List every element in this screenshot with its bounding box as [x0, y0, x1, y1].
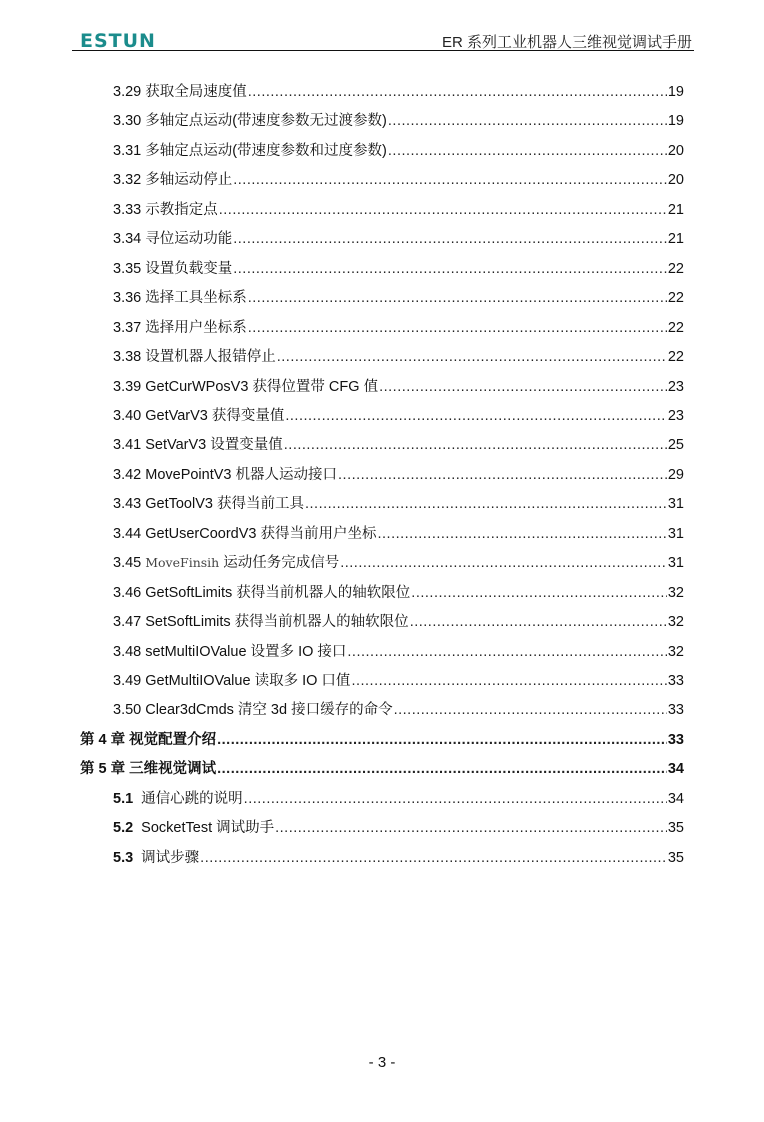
toc-entry[interactable]	[113, 139, 684, 159]
toc-entry[interactable]	[113, 316, 684, 336]
toc-entry[interactable]	[80, 757, 684, 777]
toc-entry-number: 3.43	[113, 496, 142, 513]
dot-leader	[248, 290, 667, 306]
toc-entry-number: 3.30	[113, 113, 142, 130]
toc-entry[interactable]	[113, 227, 684, 247]
dot-leader	[275, 820, 667, 836]
toc-entry-title: 运动任务完成信号	[223, 555, 340, 572]
toc-entry-page: 35	[667, 820, 684, 837]
dot-leader	[388, 113, 667, 129]
dot-leader	[244, 791, 667, 807]
toc-entry-page: 25	[667, 437, 684, 454]
toc-entry-title: 获取全局速度值	[145, 84, 247, 100]
toc-entry[interactable]	[113, 80, 684, 100]
toc-entry[interactable]	[113, 375, 684, 395]
dot-leader	[233, 231, 667, 247]
toc-entry-number: 3.35	[113, 260, 142, 277]
toc-entry-page: 22	[667, 349, 684, 366]
toc-entry-title: 设置机器人报错停止	[145, 349, 276, 366]
toc-entry[interactable]	[113, 816, 684, 836]
toc-entry-title: GetUserCoordV3 获得当前用户坐标	[145, 525, 377, 542]
header-divider	[72, 50, 694, 51]
toc-entry[interactable]	[113, 522, 684, 542]
toc-entry-page: 23	[667, 378, 684, 395]
toc-entry-page: 22	[667, 260, 684, 277]
toc-entry[interactable]	[113, 404, 684, 424]
toc-entry[interactable]	[113, 846, 684, 866]
toc-entry-number: 第 5 章	[80, 761, 126, 778]
toc-entry-page: 29	[667, 466, 684, 483]
toc-entry-number: 3.29	[113, 84, 142, 100]
toc-entry-number: 5.3	[113, 849, 134, 866]
toc-entry[interactable]	[113, 698, 684, 718]
dot-leader	[340, 555, 667, 571]
toc-entry-page: 23	[667, 407, 684, 424]
toc-entry-page: 21	[667, 231, 684, 248]
toc-entry-code: MoveFinsih	[145, 555, 220, 571]
toc-entry-page: 33	[667, 702, 684, 719]
toc-entry-title: SetSoftLimits 获得当前机器人的轴软限位	[145, 614, 409, 631]
toc-entry-page: 31	[667, 555, 684, 572]
toc-entry[interactable]	[113, 433, 684, 453]
dot-leader	[217, 761, 667, 777]
toc-entry-number: 5.1	[113, 790, 134, 807]
estun-logo: ESTUN	[80, 30, 156, 52]
toc-entry-page: 22	[667, 290, 684, 307]
toc-entry-page: 19	[667, 113, 684, 130]
toc-entry[interactable]	[80, 728, 684, 748]
toc-entry-title: 选择工具坐标系	[145, 290, 247, 307]
toc-entry[interactable]	[113, 463, 684, 483]
toc-entry-title: 多轴定点运动(带速度参数和过度参数)	[145, 142, 387, 159]
toc-entry-title: 通信心跳的说明	[141, 790, 243, 807]
toc-entry-number: 3.42	[113, 466, 142, 483]
toc-entry[interactable]	[113, 581, 684, 601]
dot-leader	[305, 496, 667, 512]
toc-entry-number: 3.48	[113, 643, 142, 660]
toc-entry-title: 视觉配置介绍	[129, 731, 217, 748]
toc-entry-page: 34	[667, 761, 684, 778]
toc-entry-title: setMultiIOValue 设置多 IO 接口	[145, 643, 347, 660]
toc-entry-title: 三维视觉调试	[129, 761, 217, 778]
toc-entry-title: 示教指定点	[145, 201, 218, 218]
toc-entry-page: 32	[667, 614, 684, 631]
toc-entry-page: 33	[667, 673, 684, 689]
toc-entry-number: 3.38	[113, 349, 142, 366]
toc-entry[interactable]	[113, 640, 684, 660]
dot-leader	[338, 467, 667, 483]
toc-entry-title: 选择用户坐标系	[145, 319, 247, 336]
toc-entry[interactable]	[113, 198, 684, 218]
dot-leader	[217, 732, 667, 748]
page-number: - 3 -	[368, 1054, 396, 1071]
toc-entry[interactable]	[113, 787, 684, 807]
dot-leader	[248, 320, 667, 336]
toc-entry-page: 20	[667, 172, 684, 189]
toc-entry-title: MovePointV3 机器人运动接口	[145, 466, 338, 483]
toc-entry[interactable]	[113, 669, 684, 689]
toc-entry-number: 3.46	[113, 584, 142, 601]
dot-leader	[394, 702, 667, 718]
toc-entry-title: GetToolV3 获得当前工具	[145, 496, 304, 513]
toc-entry-page: 31	[667, 525, 684, 542]
toc-entry[interactable]	[113, 345, 684, 365]
toc-entry-number: 3.36	[113, 290, 142, 307]
toc-entry-page: 20	[667, 142, 684, 159]
toc-entry-number: 3.40	[113, 407, 142, 424]
toc-entry-number: 3.41	[113, 437, 142, 454]
toc-entry-page: 21	[667, 201, 684, 218]
toc-entry-number: 3.33	[113, 201, 142, 218]
toc-entry-number: 3.44	[113, 525, 142, 542]
dot-leader	[410, 614, 667, 630]
dot-leader	[411, 585, 667, 601]
dot-leader	[388, 143, 667, 159]
toc-entry-title: 调试步骤	[141, 849, 200, 866]
toc-entry[interactable]	[113, 286, 684, 306]
toc-entry-number: 3.32	[113, 172, 142, 189]
toc-entry-page: 22	[667, 319, 684, 336]
toc-entry[interactable]	[113, 492, 684, 512]
toc-entry-number: 第 4 章	[80, 731, 126, 748]
toc-entry-page: 31	[667, 496, 684, 513]
dot-leader	[233, 172, 667, 188]
dot-leader	[351, 673, 666, 689]
header-title: ER 系列工业机器人三维视觉调试手册	[441, 34, 692, 51]
toc-entry-number: 3.49	[113, 673, 142, 689]
toc-entry-title: 寻位运动功能	[145, 231, 233, 248]
toc-entry-number: 3.47	[113, 614, 142, 631]
toc-entry-page: 34	[667, 790, 684, 807]
dot-leader	[248, 84, 667, 100]
toc-entry[interactable]	[113, 610, 684, 630]
dot-leader	[219, 202, 667, 218]
toc-entry-number: 3.50	[113, 702, 142, 719]
toc-entry-page: 19	[667, 84, 684, 100]
dot-leader	[284, 437, 667, 453]
toc-entry-title: GetMultiIOValue 读取多 IO 口值	[145, 673, 351, 689]
toc-entry-page: 32	[667, 643, 684, 660]
dot-leader	[277, 349, 667, 365]
toc-entry-title: GetSoftLimits 获得当前机器人的轴软限位	[145, 584, 411, 601]
toc-entry-number: 3.45	[113, 555, 142, 572]
toc-entry-number: 3.31	[113, 142, 142, 159]
toc-entry-page: 33	[667, 731, 684, 748]
toc-entry-title: 设置负载变量	[145, 260, 233, 277]
toc-entry-title: GetVarV3 获得变量值	[145, 407, 285, 424]
toc-entry-page: 35	[667, 849, 684, 866]
toc-entry[interactable]	[113, 109, 684, 129]
dot-leader	[377, 526, 666, 542]
dot-leader	[200, 850, 667, 866]
dot-leader	[285, 408, 667, 424]
toc-entry-number: 5.2	[113, 820, 134, 837]
dot-leader	[233, 261, 667, 277]
dot-leader	[347, 644, 666, 660]
toc-entry-title: GetCurWPosV3 获得位置带 CFG 值	[145, 378, 379, 395]
dot-leader	[379, 379, 667, 395]
toc-entry[interactable]	[113, 551, 684, 571]
toc-entry-title: SetVarV3 设置变量值	[145, 437, 283, 454]
toc-entry-title: SocketTest 调试助手	[141, 820, 275, 837]
toc-entry-title: 多轴运动停止	[145, 172, 233, 189]
toc-entry[interactable]	[113, 168, 684, 188]
toc-entry-title: Clear3dCmds 清空 3d 接口缓存的命令	[145, 702, 393, 719]
toc-entry-title: 多轴定点运动(带速度参数无过渡参数)	[145, 113, 387, 130]
toc-entry-number: 3.34	[113, 231, 142, 248]
toc-entry-page: 32	[667, 584, 684, 601]
toc-entry[interactable]	[113, 257, 684, 277]
toc-entry-number: 3.37	[113, 319, 142, 336]
toc-entry-number: 3.39	[113, 378, 142, 395]
